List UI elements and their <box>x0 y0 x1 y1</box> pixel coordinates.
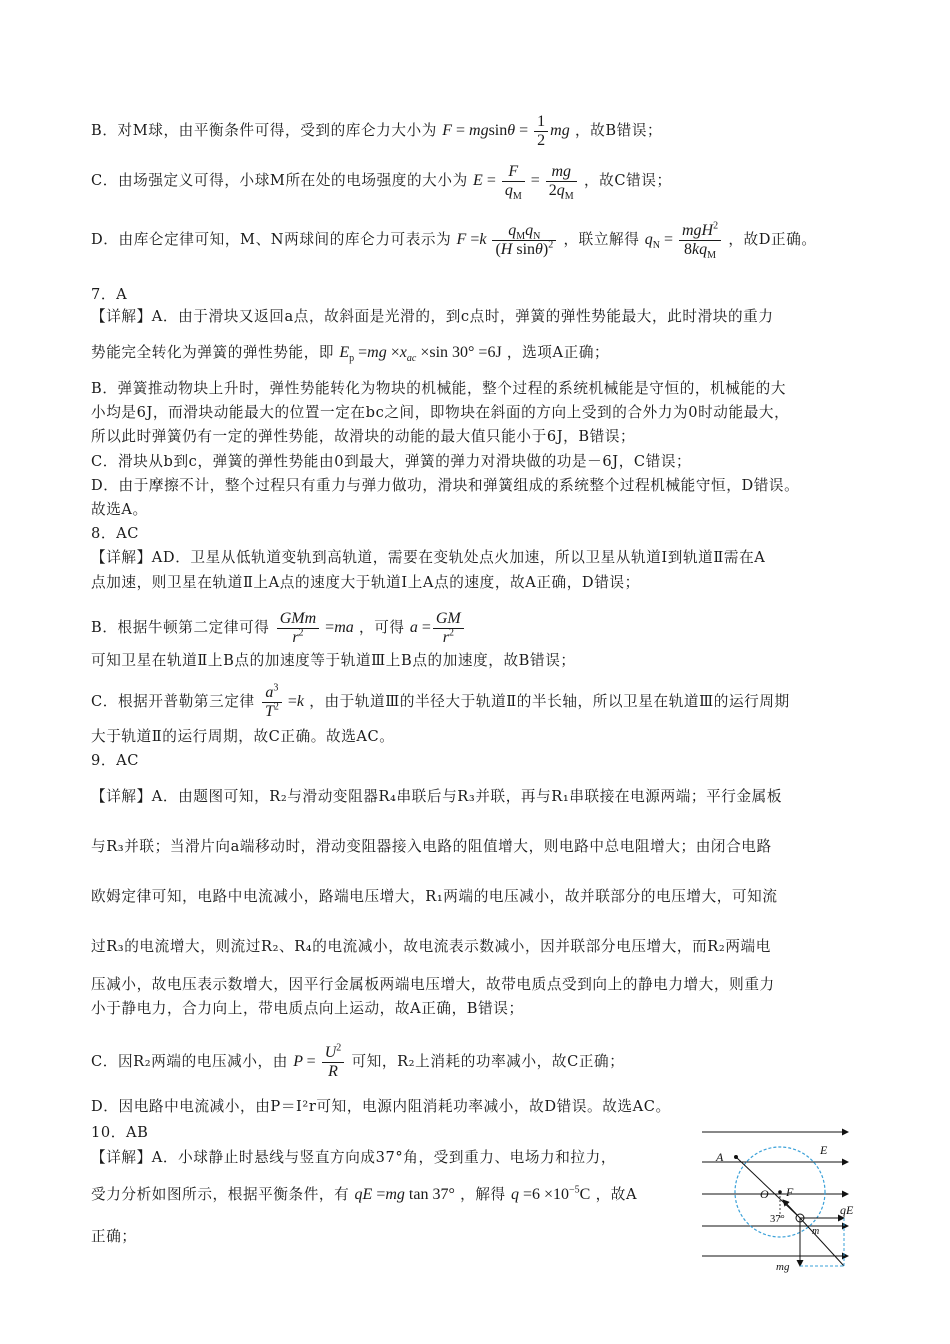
resultant-line <box>800 1218 844 1266</box>
question-8-heading: 8．AC <box>91 525 139 542</box>
formula-charge: $q =6 \times 10^{-5}C$ <box>510 1184 591 1203</box>
formula-kepler: $\frac{a^3}{T^2}$ =k <box>260 693 304 710</box>
q7-detail-line-4: 小均是6J，而滑块动能最大的位置一定在bc之间，即物块在斜面的方向上受到的合外力为0时动能最大， <box>91 404 790 421</box>
force-diagram <box>698 1128 868 1274</box>
option-b-paragraph: B．对M球，由平衡条件可得，受到的库仑力大小为 F = mgsinθ = $\frac{1}{2}$ mg ，故B错误； <box>91 113 663 149</box>
label-o: O <box>760 1187 769 1201</box>
label-f: F <box>786 1185 794 1199</box>
q8-detail-line-1: 【详解】AD．卫星从低轨道变轨到高轨道，需要在变轨处点火加速，所以卫星从轨道Ⅰ到轨道Ⅱ需在A <box>91 549 766 566</box>
q10-detail-line-2: 受力分析如图所示，根据平衡条件，有 qE =mg tan 37° ，解得 $q =6 \times 10^{-5}C$ ，故A <box>91 1184 638 1203</box>
q7-detail-line-1: 【详解】A．由于滑块又返回a点，故斜面是光滑的，到c点时，弹簧的弹性势能最大，此时滑块的重力 <box>91 308 774 325</box>
q9-detail-line-6: 小于静电力，合力向上，带电质点向上运动，故A正确，B错误； <box>91 1000 524 1017</box>
q7-detail-line-6: C．滑块从b到c，弹簧的弹性势能由0到最大，弹簧的弹力对滑块做的功是－6J，C错误； <box>91 453 692 470</box>
q10-detail-line-1: 【详解】A．小球静止时悬线与竖直方向成37°角，受到重力、电场力和拉力， <box>91 1149 617 1166</box>
formula-power: P = $\frac{U^2}{R}$ <box>293 1053 346 1070</box>
formula-coulomb-law: F =k $\frac{q_Mq_N}{(H \sin\theta)^2}$ <box>457 231 559 248</box>
question-7-heading: 7．A <box>91 286 128 303</box>
q8-detail-line-3: B．根据牛顿第二定律可得 $\frac{\text{GMm}}{r^2}$ =ma ，可得 a = $\frac{GM}{r^2}$ <box>91 610 860 647</box>
option-c-paragraph: C．由场强定义可得，小球M所在处的电场强度的大小为 E = $\frac{F}{q_M}$ = $\frac{mg}{2q_M}$ ，故C错误； <box>91 163 672 203</box>
question-9-heading: 9．AC <box>91 752 139 769</box>
formula-acceleration: a = $\frac{GM}{r^2}$ <box>410 619 466 636</box>
q8-detail-line-4: 可知卫星在轨道Ⅱ上B点的加速度等于轨道Ⅲ上B点的加速度，故B错误； <box>91 652 576 669</box>
q7-detail-line-3: B．弹簧推动物块上升时，弹性势能转化为物块的机械能，整个过程的系统机械能是守恒的，机械能的大 <box>91 380 787 397</box>
label-e: E <box>820 1143 828 1157</box>
label-a: A <box>716 1150 724 1164</box>
formula-newton: $\frac{\text{GMm}}{r^2}$ =ma <box>275 619 354 636</box>
label-angle: 37° <box>770 1214 785 1225</box>
point-a <box>734 1155 738 1159</box>
q7-answer: 故选A。 <box>91 501 148 518</box>
q9-detail-line-8: D．因电路中电流减小，由P＝I²r可知，电源内阻消耗功率减小，故D错误。故选AC。 <box>91 1098 671 1115</box>
label-m: m <box>812 1226 820 1237</box>
formula-qn: $q_N$ = $\frac{mgH^2}{8kq_M}$ <box>645 231 723 248</box>
formula-elastic-energy: $E_p =mg \times x_{ac} \times\sin$ 30° =6J <box>339 344 502 365</box>
q8-detail-line-6: 大于轨道Ⅱ的运行周期，故C正确。故选AC。 <box>91 728 395 745</box>
tension-arrow <box>783 1200 800 1218</box>
q9-detail-line-3: 欧姆定律可知，电路中电流减小，路端电压增大，R₁两端的电压减小，故并联部分的电压增大，可知流 <box>91 888 778 905</box>
question-10-heading: 10．AB <box>91 1124 149 1141</box>
q9-detail-line-4: 过R₃的电流增大，则流过R₂、R₄的电流减小，故电流表示数减小，因并联部分电压增大，而R₂两端电 <box>91 938 771 955</box>
point-o <box>778 1190 782 1194</box>
label-mg: mg <box>776 1261 790 1273</box>
q8-detail-line-2: 点加速，则卫星在轨道Ⅱ上A点的速度大于轨道Ⅰ上A点的速度，故A正确，D错误； <box>91 574 640 591</box>
option-d-paragraph: D．由库仑定律可知，M、N两球间的库仑力可表示为 F =k $\frac{q_Mq_N}{(H \sin\theta)^2}$ ，联立解得 $q_N$ = $\frac{mgH^2}{8kq_M}$ ，故D正确。 <box>91 220 817 262</box>
q9-detail-line-1: 【详解】A．由题图可知，R₂与滑动变阻器R₄串联后与R₃并联，再与R₁串联接在电源两端；平行金属板 <box>91 788 783 805</box>
q8-detail-line-5: C．根据开普勒第三定律 $\frac{a^3}{T^2}$ =k ，由于轨道Ⅲ的半径大于轨道Ⅱ的半长轴，所以卫星在轨道Ⅲ的运行周期 <box>91 682 790 720</box>
formula-coulomb-force: F = mgsinθ = $\frac{1}{2}$ mg <box>442 113 570 149</box>
q7-detail-line-7: D．由于摩擦不计，整个过程只有重力与弹力做功，滑块和弹簧组成的系统整个过程机械能守恒，D错误。 <box>91 477 800 494</box>
q7-detail-line-2: 势能完全转化为弹簧的弹性势能，即 $E_p =mg \times x_{ac} \times\sin$ 30° =6J ，选项A正确； <box>91 344 610 365</box>
label-qe: qE <box>840 1203 854 1217</box>
q7-detail-line-5: 所以此时弹簧仍有一定的弹性势能，故滑块的动能的最大值只能小于6J，B错误； <box>91 428 636 445</box>
q9-detail-line-5: 压减小，故电压表示数增大，因平行金属板两端电压增大，故带电质点受到向上的静电力增大，则重力 <box>91 976 775 993</box>
formula-equilibrium: qE =mg tan 37° <box>354 1186 455 1203</box>
formula-field-strength: E = $\frac{F}{q_M}$ = $\frac{mg}{2q_M}$ <box>473 172 579 189</box>
q9-detail-line-2: 与R₃并联；当滑片向a端移动时，滑动变阻器接入电路的阻值增大，则电路中总电阻增大；由闭合电路 <box>91 838 772 855</box>
q9-detail-line-7: C．因R₂两端的电压减小，由 P = $\frac{U^2}{R}$ 可知，R₂上消耗的功率减小，故C正确； <box>91 1042 625 1080</box>
q10-detail-line-3: 正确； <box>91 1228 137 1245</box>
